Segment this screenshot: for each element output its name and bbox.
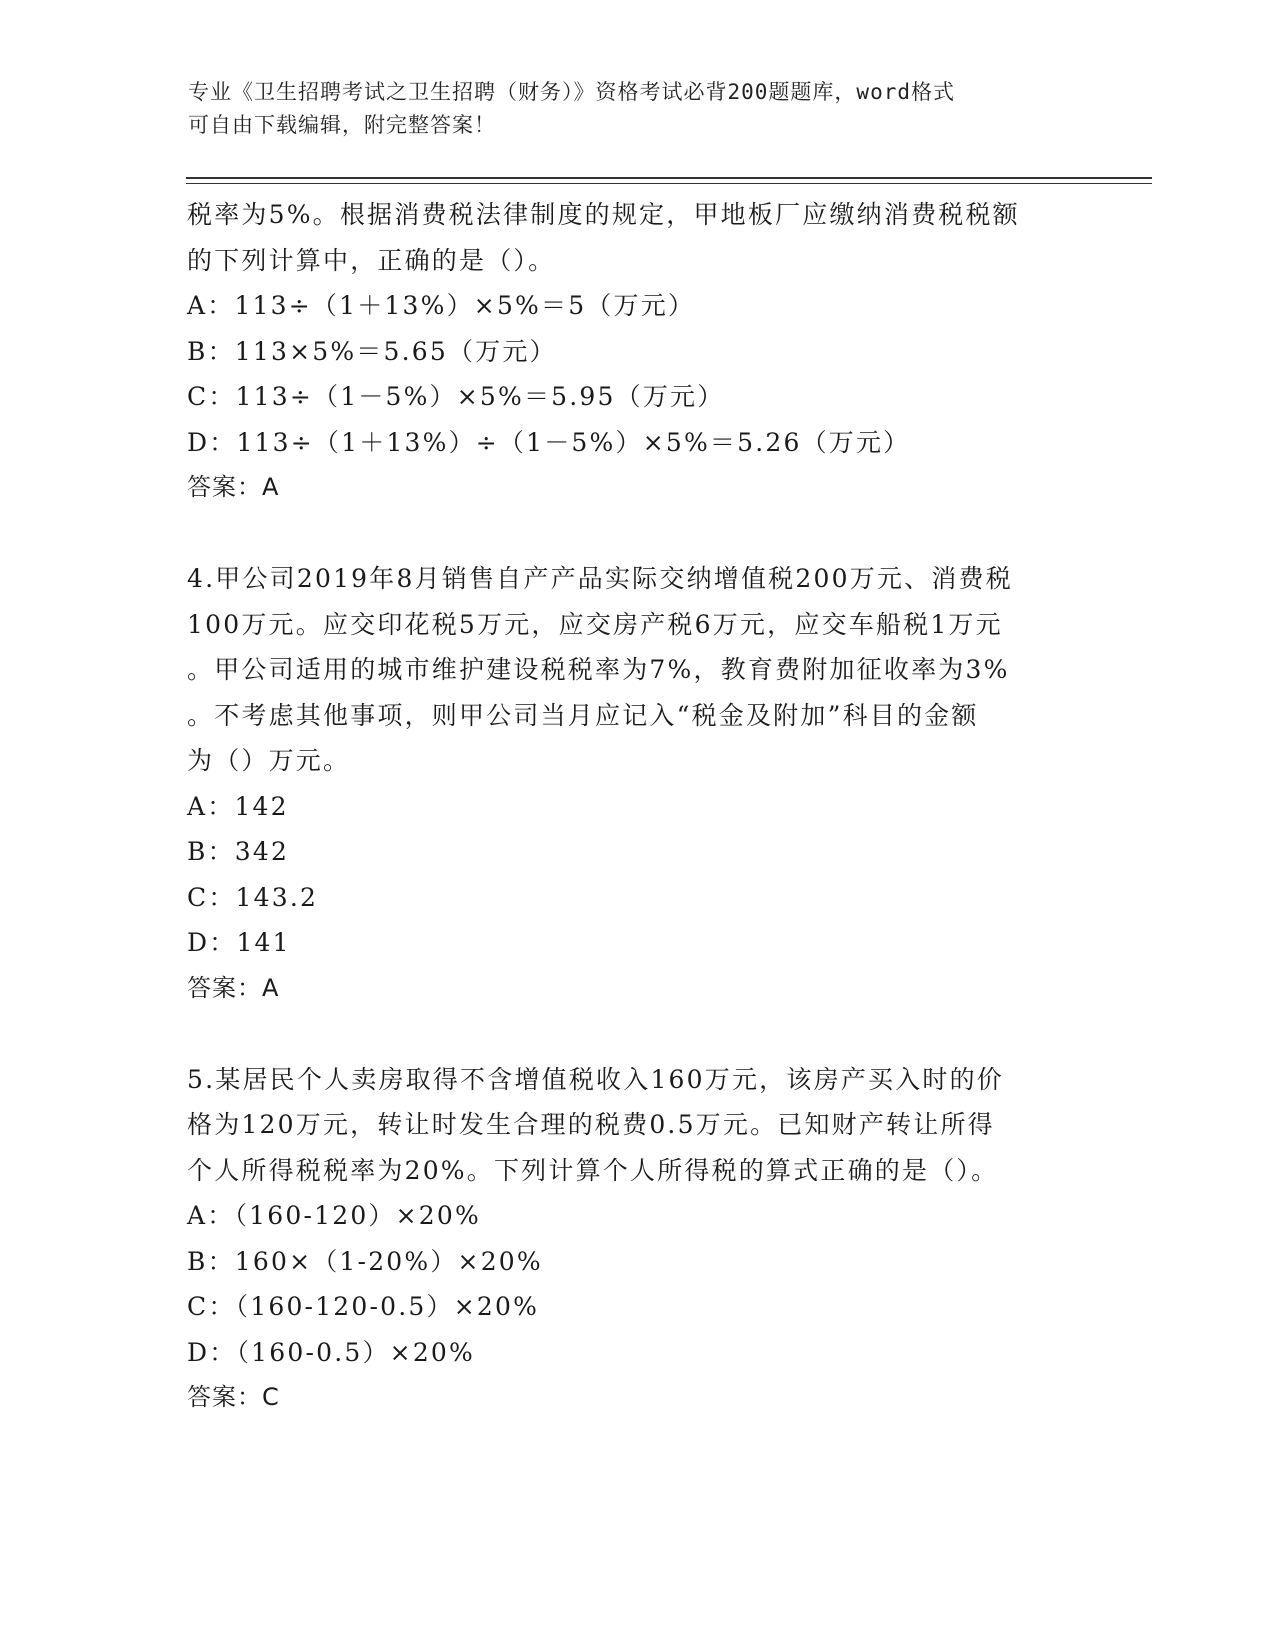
question-stem-line: 4.甲公司2019年8月销售自产产品实际交纳增值税200万元、消费税 xyxy=(187,564,1013,593)
question-stem-line: 100万元。应交印花税5万元，应交房产税6万元，应交车船税1万元 xyxy=(187,609,1003,639)
spacer xyxy=(187,511,1087,557)
question-stem-line: 税率为5%。根据消费税法律制度的规定，甲地板厂应缴纳消费税税额 xyxy=(187,200,1020,229)
header-title-line-1: 专业《卫生招聘考试之卫生招聘（财务）》资格考试必背200题题库，word格式 xyxy=(188,80,955,104)
question-3 xyxy=(187,192,1087,511)
spacer xyxy=(187,1011,1087,1057)
answer-line: 答案：A xyxy=(187,973,280,1002)
option-a: A：113÷（1＋13%）×5%＝5（万元） xyxy=(187,291,696,320)
question-stem-line: 。甲公司适用的城市维护建设税税率为7%，教育费附加征收率为3% xyxy=(187,655,1010,684)
question-content xyxy=(187,192,1087,1421)
answer-line: 答案：A xyxy=(187,473,280,501)
question-stem-line: 格为120万元，转让时发生合理的税费0.5万元。已知财产转让所得 xyxy=(187,1110,995,1139)
question-stem-line: 的下列计算中，正确的是（）。 xyxy=(187,245,556,275)
option-a: A：142 xyxy=(187,791,289,821)
header-divider-thick xyxy=(186,177,1152,179)
option-d: D：113÷（1＋13%）÷（1－5%）×5%＝5.26（万元） xyxy=(187,427,911,457)
option-d: D：（160-0.5）×20% xyxy=(187,1337,475,1367)
question-stem-line: 为（）万元。 xyxy=(187,746,351,775)
question-stem-line: 5.某居民个人卖房取得不含增值税收入160万元，该房产买入时的价 xyxy=(187,1064,1004,1094)
answer-line: 答案：C xyxy=(187,1383,280,1411)
question-stem-line: 。不考虑其他事项，则甲公司当月应记入“税金及附加”科目的金额 xyxy=(187,700,979,730)
option-d: D：141 xyxy=(187,928,291,957)
option-b: B：342 xyxy=(187,837,290,866)
question-4 xyxy=(187,556,1087,1011)
option-c: C：（160-120-0.5）×20% xyxy=(187,1292,540,1321)
option-b: B：160×（1-20%）×20% xyxy=(187,1246,543,1276)
option-b: B：113×5%＝5.65（万元） xyxy=(187,336,557,366)
option-c: C：113÷（1－5%）×5%＝5.95（万元） xyxy=(187,382,725,411)
option-c: C：143.2 xyxy=(187,882,319,912)
question-5 xyxy=(187,1057,1087,1421)
header-divider-thin xyxy=(186,183,1152,184)
document-header xyxy=(188,76,1068,142)
header-title-line-2: 可自由下载编辑，附完整答案！ xyxy=(188,113,496,137)
question-stem-line: 个人所得税税率为20%。下列计算个人所得税的算式正确的是（）。 xyxy=(187,1155,999,1185)
option-a: A：（160-120）×20% xyxy=(187,1201,481,1230)
